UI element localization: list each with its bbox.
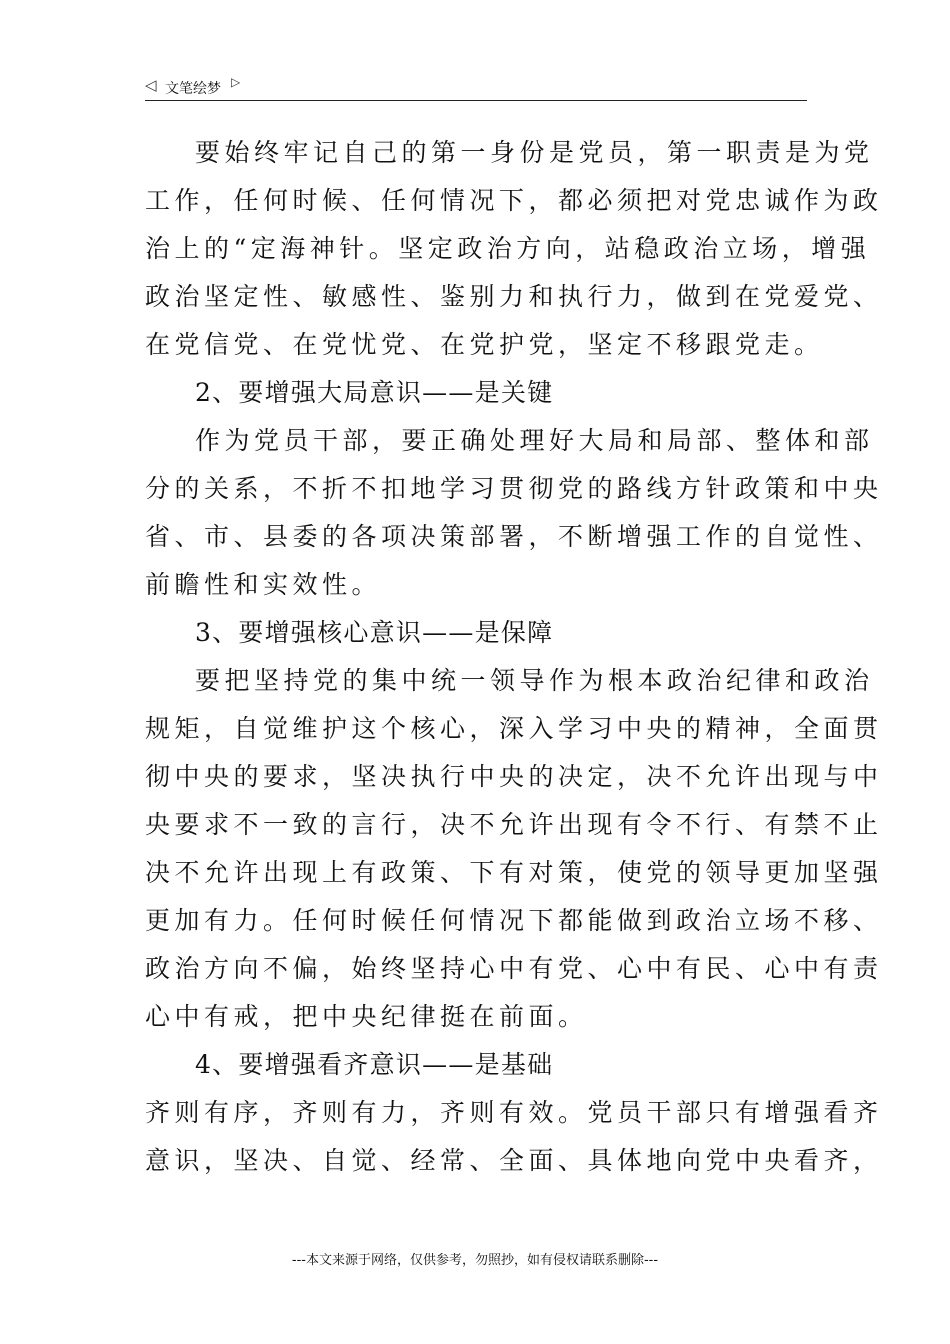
section-heading: 4、要增强看齐意识——是基础 — [195, 1050, 554, 1079]
paragraph-line: 要始终牢记自己的第一身份是党员，第一职责是为党 — [195, 138, 874, 167]
triangle-left-icon: ◁ — [145, 76, 157, 94]
page-header — [145, 74, 807, 101]
paragraph-line: 央要求不一致的言行，决不允许出现有令不行、有禁不止 — [145, 810, 883, 839]
triangle-right-icon: ▷ — [231, 75, 241, 89]
footer-disclaimer: ---本文来源于网络，仅供参考，勿照抄，如有侵权请联系删除--- — [291, 1253, 659, 1268]
paragraph-line: 彻中央的要求，坚决执行中央的决定，决不允许出现与中 — [145, 762, 883, 791]
paragraph-line: 政治坚定性、敏感性、鉴别力和执行力，做到在党爱党、 — [145, 282, 883, 311]
paragraph-line: 意识，坚决、自觉、经常、全面、具体地向党中央看齐， — [145, 1146, 883, 1175]
paragraph-line: 更加有力。任何时候任何情况下都能做到政治立场不移、 — [145, 906, 883, 935]
paragraph-line: 齐则有序，齐则有力，齐则有效。党员干部只有增强看齐 — [145, 1098, 883, 1127]
paragraph-line: 政治方向不偏，始终坚持心中有党、心中有民、心中有责 — [145, 954, 883, 983]
paragraph-line: 心中有戒，把中央纪律挺在前面。 — [145, 1002, 588, 1031]
paragraph-line: 规矩，自觉维护这个核心，深入学习中央的精神，全面贯 — [145, 714, 883, 743]
paragraph-line: 分的关系，不折不扣地学习贯彻党的路线方针政策和中央 — [145, 474, 883, 503]
paragraph-line: 工作，任何时候、任何情况下，都必须把对党忠诚作为政 — [145, 186, 883, 215]
paragraph-line: 在党信党、在党忧党、在党护党，坚定不移跟党走。 — [145, 330, 824, 359]
section-heading: 3、要增强核心意识——是保障 — [195, 618, 554, 647]
header-title: 文笔绘梦 — [165, 81, 221, 97]
paragraph-line: 决不允许出现上有政策、下有对策，使党的领导更加坚强 — [145, 858, 883, 887]
paragraph-line: 前瞻性和实效性。 — [145, 570, 382, 599]
paragraph-line: 治上的“定海神针。坚定政治方向，站稳政治立场，增强 — [145, 234, 871, 263]
paragraph-line: 要把坚持党的集中统一领导作为根本政治纪律和政治 — [195, 666, 874, 695]
paragraph-line: 作为党员干部，要正确处理好大局和局部、整体和部 — [195, 426, 874, 455]
section-heading: 2、要增强大局意识——是关键 — [195, 378, 554, 407]
paragraph-line: 省、市、县委的各项决策部署，不断增强工作的自觉性、 — [145, 522, 883, 551]
